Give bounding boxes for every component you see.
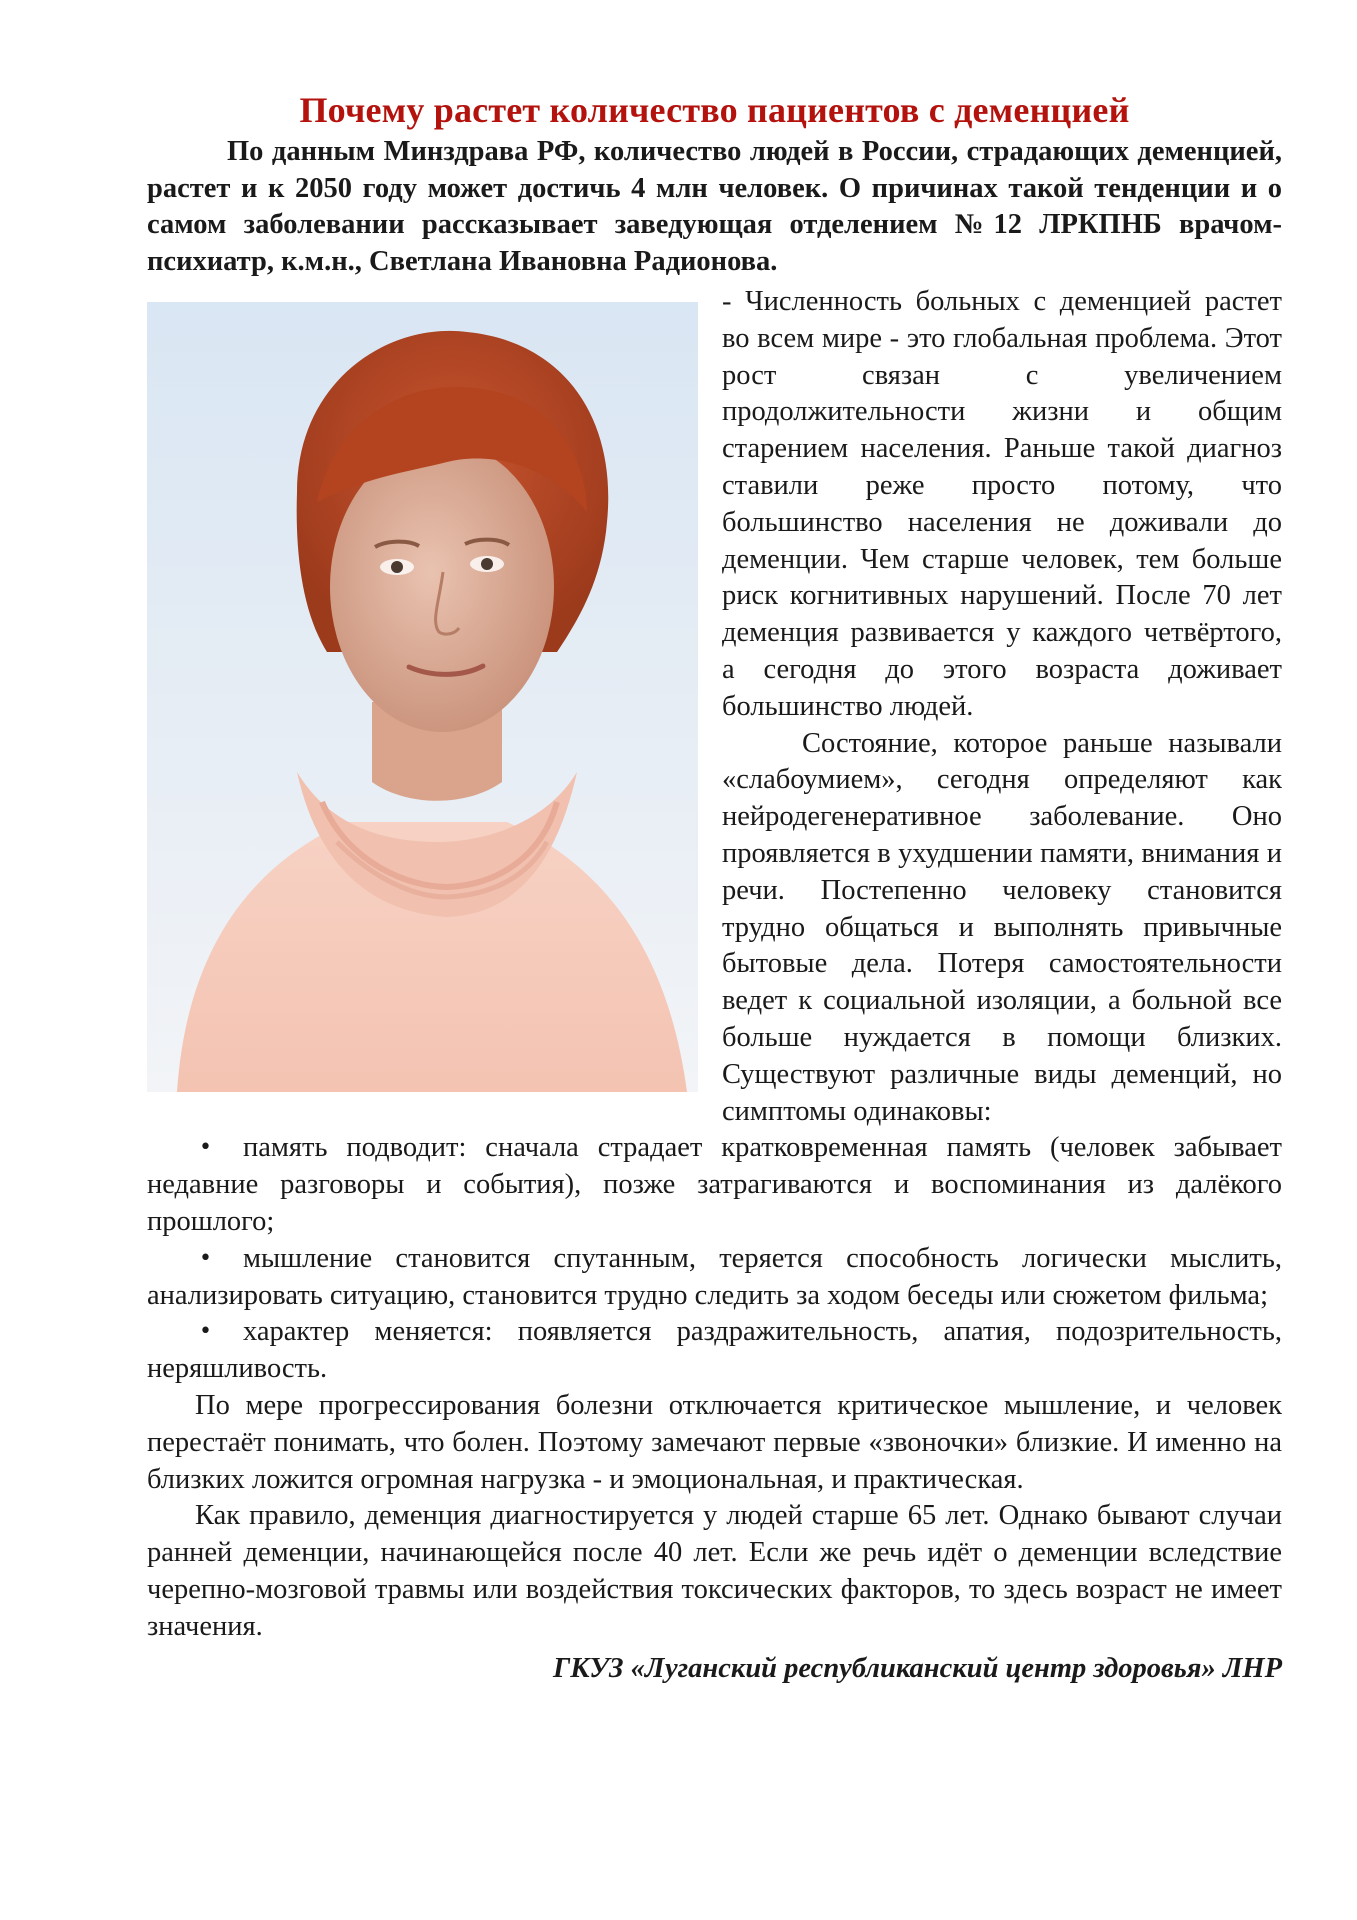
article-lead: По данным Минздрава РФ, количество людей в России, страдающих деменцией, растет и к 2050 году может достичь 4 млн человек. О причинах такой тенденции и о самом заболевании рассказывает заведующая отделением №12 ЛРКПНБ врачом-психиатр, к.м.н., Светлана Ивановна Радионова. [147,136,1282,277]
article-title: Почему растет количество пациентов с деменцией [299,90,1130,130]
list-item-text: характер меняется: появляется раздражительность, апатия, подозрительность, неряшливость. [147,1316,1282,1385]
list-item-text: мышление становится спутанным, теряется способность логически мыслить, анализировать ситуацию, становится трудно следить за ходом беседы или сюжетом фильма; [147,1242,1282,1311]
organization-signature: ГКУЗ «Луганский республиканский центр здоровья» ЛНР [553,1653,1282,1685]
article-body [147,284,1282,1645]
paragraph-1: - Численность больных с деменцией растет во всем мире - это глобальная проблема. Этот рост связан с увеличением продолжительности жизни и общим старением населения. Раньше такой диагноз ставили реже просто потому, что большинство населения не доживали до деменции. Чем старше человек, тем больше риск когнитивных нарушений. После 70 лет деменция развивается у каждого четвёртого, а сегодня до этого возраста доживает большинство людей. [722,286,1282,722]
document-page [147,88,1282,1687]
bullet-icon: • [199,1135,212,1161]
portrait-photo [147,302,698,1092]
portrait-illustration [147,302,698,1092]
paragraph-2: Состояние, которое раньше называли «слабоумием», сегодня определяют как нейродегенеративное заболевание. Оно проявляется в ухудшении памяти, внимания и речи. Постепенно человеку становится трудно общаться и выполнять привычные бытовые дела. Потеря самостоятельности ведет к социальной изоляции, а больной все больше нуждается в помощи близких. Существуют различные виды деменций, но симптомы одинаковы: [722,727,1282,1127]
list-item-text: память подводит: сначала страдает кратковременная память (человек забывает недавние разговоры и события), позже затрагиваются и воспоминания из далёкого прошлого; [147,1132,1282,1237]
list-item [147,1241,1282,1315]
list-item [147,1130,1282,1240]
paragraph-3: По мере прогрессирования болезни отключается критическое мышление, и человек перестаёт понимать, что болен. Поэтому замечают первые «звоночки» близкие. И именно на близких ложится огромная нагрузка - и эмоциональная, и практическая. [147,1389,1282,1495]
symptom-list [147,1130,1282,1388]
bullet-icon: • [199,1245,212,1271]
list-item [147,1314,1282,1388]
paragraph-4: Как правило, деменция диагностируется у людей старше 65 лет. Однако бывают случаи ранней деменции, начинающейся после 40 лет. Если же речь идёт о деменции вследствие черепно-мозговой травмы или воздействия токсических факторов, то здесь возраст не имеет значения. [147,1500,1282,1642]
bullet-icon: • [199,1319,212,1345]
